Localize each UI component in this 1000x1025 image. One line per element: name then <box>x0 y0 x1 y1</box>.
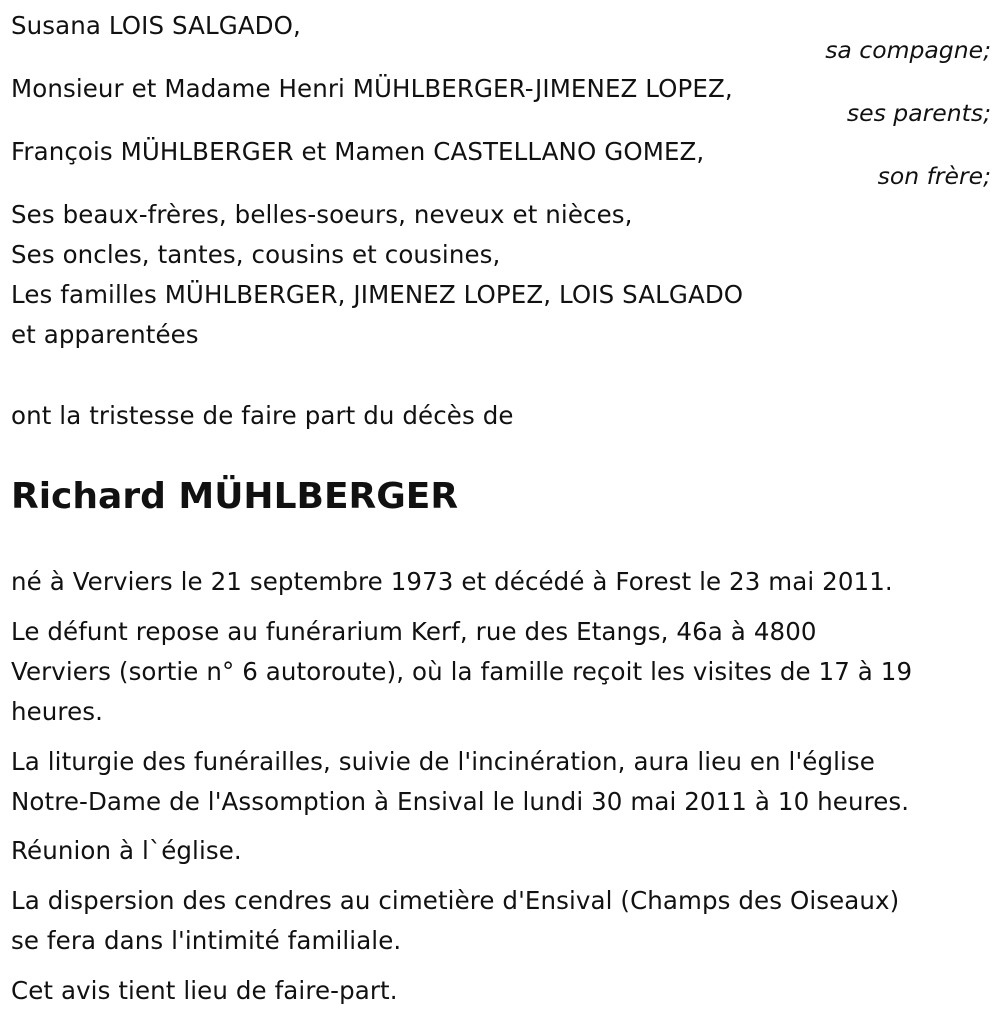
deceased-name: Richard MÜHLBERGER <box>11 476 459 517</box>
obituary-notice <box>11 0 991 1025</box>
brother-role: son frère; <box>877 162 991 190</box>
dispersion-text: La dispersion des cendres au cimetière d'Ensival (Champs des Oiseaux) se fera dans l'intimité familiale. <box>11 886 900 955</box>
relatives-line: et apparentées <box>11 320 199 349</box>
brother-name: François MÜHLBERGER et Mamen CASTELLANO GOMEZ, <box>11 137 705 166</box>
companion-role: sa compagne; <box>825 36 991 64</box>
parents-role: ses parents; <box>846 99 991 127</box>
liturgy-text: La liturgie des funérailles, suivie de l'incinération, aura lieu en l'église Notre-Dame de l'Assomption à Ensival le lundi 30 mai 2011 à 10 heures. <box>11 747 910 816</box>
relatives-line: Les familles MÜHLBERGER, JIMENEZ LOPEZ, LOIS SALGADO <box>11 280 744 309</box>
parents-name: Monsieur et Madame Henri MÜHLBERGER-JIMENEZ LOPEZ, <box>11 74 733 103</box>
relatives-line: Ses oncles, tantes, cousins et cousines, <box>11 240 501 269</box>
companion-name: Susana LOIS SALGADO, <box>11 11 301 40</box>
birth-death-text: né à Verviers le 21 septembre 1973 et décédé à Forest le 23 mai 2011. <box>11 567 893 596</box>
announcement-text: ont la tristesse de faire part du décès de <box>11 401 514 430</box>
relatives-line: Ses beaux-frères, belles-soeurs, neveux et nièces, <box>11 200 633 229</box>
meeting-text: Réunion à l`église. <box>11 836 242 865</box>
repose-text: Le défunt repose au funérarium Kerf, rue des Etangs, 46a à 4800 Verviers (sortie n° 6 autoroute), où la famille reçoit les visites de 17 à 19 heures. <box>11 617 913 726</box>
notice-text: Cet avis tient lieu de faire-part. <box>11 976 398 1005</box>
